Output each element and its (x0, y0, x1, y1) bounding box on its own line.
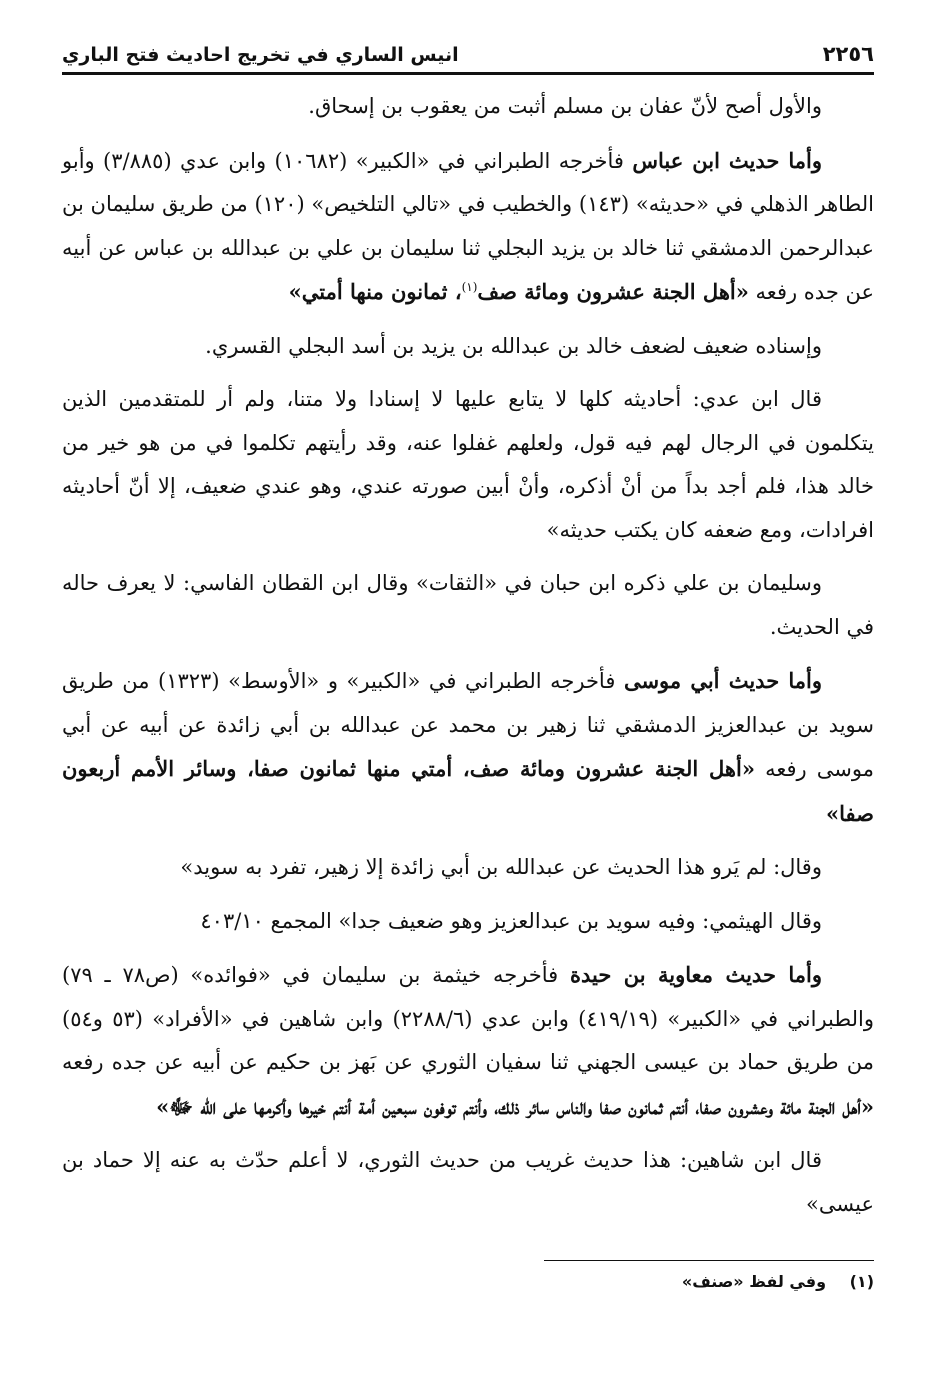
bold-text-segment: ، ثمانون منها أمتي» (288, 279, 462, 304)
running-header (62, 36, 874, 66)
body-text (62, 85, 874, 1226)
text-segment: قال ابن عدي: أحاديثه كلها لا يتابع عليها لا إسنادا ولا متنا، ولم أر للمتقدمين الذين يتكلمون في الرجال لهم فيه قول، ولعلهم غفلوا عنه، وقد رأيتهم تكلموا في من هو خير من خالد هذا، فلم أجد بداً من أنْ أذكره، وأنْ أبين صورته عندي، وهو عندي ضعيف، إلا أنّ أحاديثه افرادات، ومع ضعفه كان يكتب حديثه» (62, 387, 874, 542)
text-segment: فأخرجه الطبراني في «الكبير» (١٠٦٨٢) وابن عدي (٣/٨٨٥) وأبو الطاهر الذهلي في «حديثه» (١٤٣) والخطيب في «تالي التلخيص» (١٢٠) من طريق سليمان بن عبدالرحمن الدمشقي ثنا خالد بن يزيد البجلي ثنا سليمان بن علي بن عبدالله بن عباس عن أبيه عن جده رفعه (62, 148, 875, 304)
paragraph (62, 953, 874, 1129)
text-segment: والأول أصح لأنّ عفان بن مسلم أثبت من يعقوب بن إسحاق. (308, 94, 822, 118)
bold-text-segment: وأما حديث أبي موسى (623, 668, 823, 693)
paragraph (62, 562, 874, 649)
footnote (682, 1272, 874, 1291)
book-title: انيس الساري في تخريج احاديث فتح الباري (62, 44, 459, 66)
text-segment: فأخرجه الطبراني في «الكبير» و «الأوسط» (١٣٢٣) من طريق سويد بن عبدالعزيز الدمشقي ثنا زهير بن محمد عن عبدالله بن أبي زائدة عن أبيه عن أبي موسى رفعه (62, 669, 874, 781)
paragraph (62, 378, 874, 552)
paragraph (62, 900, 874, 944)
text-segment: فأخرجه خيثمة بن سليمان في «فوائده» (ص٧٨ ـ ٧٩) والطبراني في «الكبير» (٤١٩/١٩) وابن عدي (٢٢٨٨/٦) وابن شاهين في «الأفراد» (٥٣ و٥٤) من طريق حماد بن عيسى الجهني ثنا سفيان الثوري عن بَهز بن حكيم عن أبيه عن جده رفعه (62, 963, 874, 1074)
text-segment: قال ابن شاهين: هذا حديث غريب من حديث الثوري، لا أعلم حدّث به عنه إلا حماد بن عيسى» (62, 1148, 874, 1216)
text-segment: وإسناده ضعيف لضعف خالد بن عبدالله بن يزيد بن أسد البجلي القسري. (205, 333, 822, 358)
document-page (62, 36, 874, 1356)
bold-text-segment: «أهل الجنة عشرون ومائة صف (477, 279, 749, 304)
footnote-marker: (١) (849, 1272, 874, 1291)
bold-text-segment: وأما حديث ابن عباس (632, 147, 822, 173)
paragraph (62, 85, 874, 129)
text-segment: وسليمان بن علي ذكره ابن حبان في «الثقات» وقال ابن القطان الفاسي: لا يعرف حاله في الحديث. (62, 571, 874, 639)
footnote-reference: (١) (461, 280, 478, 294)
text-segment: وقال: لم يَرو هذا الحديث عن عبدالله بن أبي زائدة إلا زهير، تفرد به سويد» (180, 855, 822, 879)
paragraph (62, 325, 874, 369)
bold-text-segment: «أهل الجنة مائة وعشرون صفا، أنتم ثمانون صفا والناس سائر ذلك، وأنتم توفون سبعين أمة أنتم خيرها وأكرمها على الله ﷻ» (156, 1093, 874, 1119)
paragraph (62, 1139, 874, 1226)
header-rule (62, 72, 874, 75)
page-number: ٢٢٥٦ (822, 42, 874, 66)
text-segment: وقال الهيثمي: وفيه سويد بن عبدالعزيز وهو ضعيف جدا» المجمع ٤٠٣/١٠ (200, 908, 822, 933)
paragraph (62, 659, 874, 836)
footnote-text: وفي لفظ «صنف» (681, 1272, 827, 1291)
paragraph (62, 139, 874, 315)
paragraph (62, 846, 874, 890)
footnote-separator (544, 1260, 874, 1261)
bold-text-segment: وأما حديث معاوية بن حيدة (569, 962, 822, 987)
bold-text-segment: «أهل الجنة عشرون ومائة صف، أمتي منها ثمانون صفا، وسائر الأمم أربعون صفا» (62, 756, 874, 826)
